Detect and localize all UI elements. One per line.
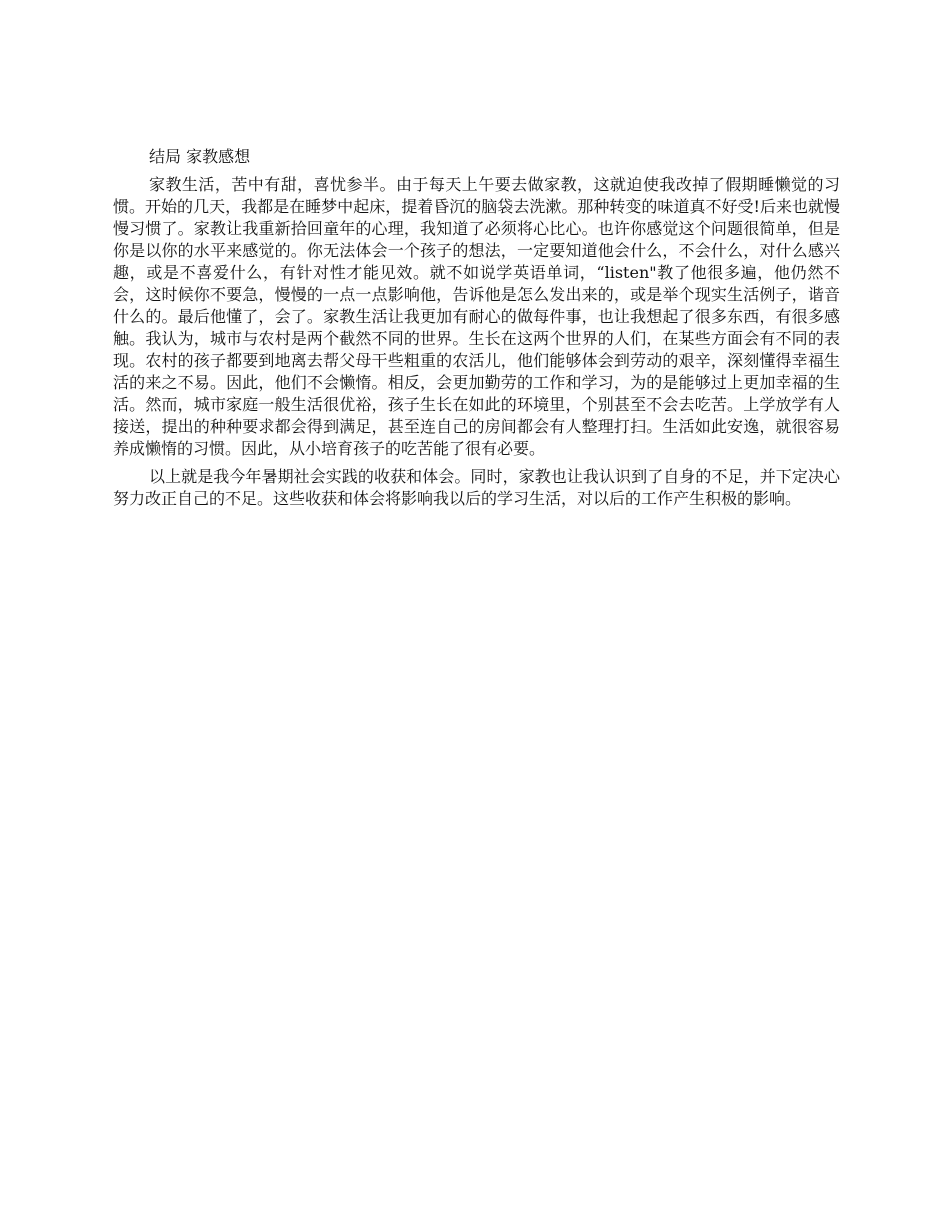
document-page	[113, 146, 840, 516]
paragraph-tutoring-experience: 家教生活，苦中有甜，喜忧参半。由于每天上午要去做家教，这就迫使我改掉了假期睡懒觉的习惯。开始的几天，我都是在睡梦中起床，提着昏沉的脑袋去洗漱。那种转变的味道真不好受!后来也就慢慢习惯了。家教让我重新拾回童年的心理，我知道了必须将心比心。也许你感觉这个问题很简单，但是你是以你的水平来感觉的。你无法体会一个孩子的想法，一定要知道他会什么，不会什么，对什么感兴趣，或是不喜爱什么，有针对性才能见效。就不如说学英语单词，“listen"教了他很多遍，他仍然不会，这时候你不要急，慢慢的一点一点影响他，告诉他是怎么发出来的，或是举个现实生活例子，谐音什么的。最后他懂了，会了。家教生活让我更加有耐心的做每件事，也让我想起了很多东西，有很多感触。我认为，城市与农村是两个截然不同的世界。生长在这两个世界的人们，在某些方面会有不同的表现。农村的孩子都要到地离去帮父母干些粗重的农活儿，他们能够体会到劳动的艰辛，深刻懂得幸福生活的来之不易。因此，他们不会懒惰。相反，会更加勤劳的工作和学习，为的是能够过上更加幸福的生活。然而，城市家庭一般生活很优裕，孩子生长在如此的环境里，个别甚至不会去吃苦。上学放学有人接送，提出的种种要求都会得到满足，甚至连自己的房间都会有人整理打扫。生活如此安逸，就很容易养成懒惰的习惯。因此，从小培育孩子的吃苦能了很有必要。	[113, 175, 840, 458]
paragraph-conclusion: 以上就是我今年暑期社会实践的收获和体会。同时，家教也让我认识到了自身的不足，并下定决心努力改正自己的不足。这些收获和体会将影响我以后的学习生活，对以后的工作产生积极的影响。	[113, 467, 840, 508]
section-heading: 结局 家教感想	[149, 147, 251, 166]
